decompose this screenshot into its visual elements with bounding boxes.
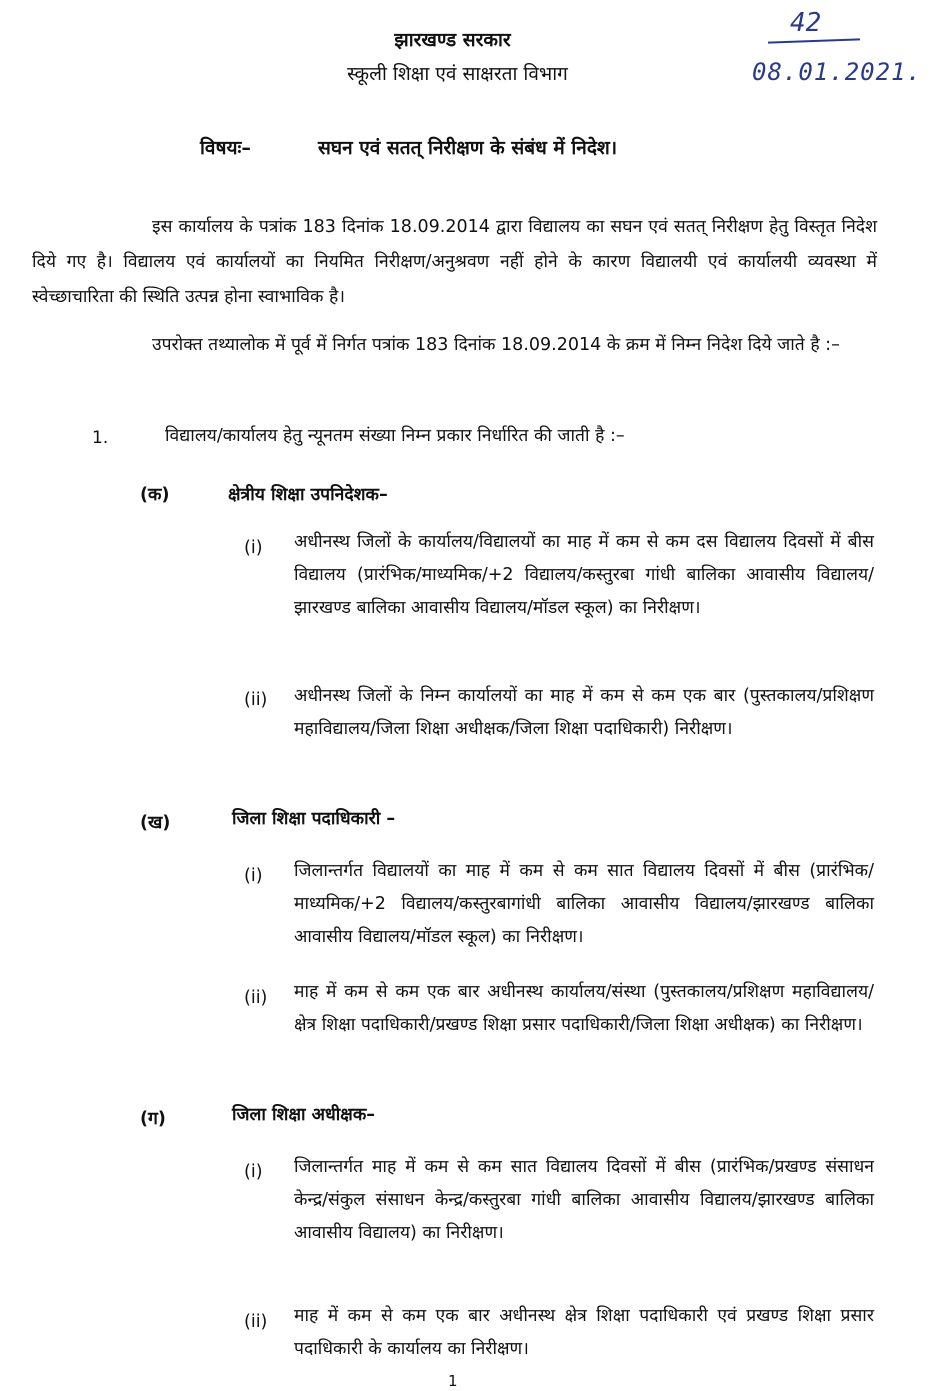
item-1-text: विद्यालय/कार्यालय हेतु न्यूनतम संख्या निम्न प्रकार निर्धारित की जाती है :– xyxy=(165,426,625,446)
item-1-number: 1. xyxy=(92,428,109,448)
section-ga-item-1-number: (i) xyxy=(244,1162,263,1182)
section-ga-label: (ग) xyxy=(140,1109,166,1129)
section-kha-item-1-text: जिलान्तर्गत विद्यालयों का माह में कम से कम सात विद्यालय दिवसों में बीस (प्रारंभिक/माध्यमिक/+2 विद्यालय/कस्तुरबागांधी बालिका आवासीय विद्यालय/झारखण्ड बालिका आवासीय विद्यालय/मॉडल स्कूल) का निरीक्षण। xyxy=(294,861,874,947)
section-ka-title: क्षेत्रीय शिक्षा उपनिदेशक– xyxy=(228,485,388,505)
section-ga-item-2-number: (ii) xyxy=(244,1312,268,1332)
section-kha-label: (ख) xyxy=(140,813,171,833)
section-ga-item-1-text: जिलान्तर्गत माह में कम से कम सात विद्यालय दिवसों में बीस (प्रारंभिक/प्रखण्ड संसाधन केन्द्र/संकुल संसाधन केन्द्र/कस्तुरबा गांधी बालिका आवासीय विद्यालय/झारखण्ड बालिका आवासीय विद्यालय) का निरीक्षण। xyxy=(294,1157,874,1243)
section-ga-item-2-text: माह में कम से कम एक बार अधीनस्थ क्षेत्र शिक्षा पदाधिकारी एवं प्रखण्ड शिक्षा प्रसार पदाधिकारी के कार्यालय का निरीक्षण। xyxy=(294,1306,874,1359)
section-ga-title: जिला शिक्षा अधीक्षक– xyxy=(232,1105,376,1125)
department-header: स्कूली शिक्षा एवं साक्षरता विभाग xyxy=(347,63,568,85)
paragraph-directive: उपरोक्त तथ्यालोक में पूर्व में निर्गत पत्रांक 183 दिनांक 18.09.2014 के क्रम में निम्न निदेश दिये जाते है :– xyxy=(152,335,840,355)
section-kha-item-2-text: माह में कम से कम एक बार अधीनस्थ कार्यालय/संस्था (पुस्तकालय/प्रशिक्षण महाविद्यालय/क्षेत्र शिक्षा पदाधिकारी/प्रखण्ड शिक्षा प्रसार पदाधिकारी/जिला शिक्षा अधीक्षक) का निरीक्षण। xyxy=(294,982,874,1035)
page-number: 1 xyxy=(448,1372,458,1390)
handwritten-date: 08.01.2021. xyxy=(752,58,922,86)
section-ka-item-2-text: अधीनस्थ जिलों के निम्न कार्यालयों का माह में कम से कम एक बार (पुस्तकालय/प्रशिक्षण महाविद्यालय/जिला शिक्षा अधीक्षक/जिला शिक्षा पदाधिकारी) निरीक्षण। xyxy=(294,686,874,739)
subject-text: सघन एवं सतत् निरीक्षण के संबंध में निदेश। xyxy=(318,137,618,159)
government-header: झारखण्ड सरकार xyxy=(394,29,511,51)
subject-label: विषयः– xyxy=(200,137,251,159)
section-kha-title: जिला शिक्षा पदाधिकारी – xyxy=(232,809,396,829)
section-ka-item-1-number: (i) xyxy=(244,538,263,558)
paragraph-intro: इस कार्यालय के पत्रांक 183 दिनांक 18.09.2014 द्वारा विद्यालय का सघन एवं सतत् निरीक्षण हेतु विस्तृत निदेश दिये गए है। विद्यालय एवं कार्यालयों का नियमित निरीक्षण/अनुश्रवण नहीं होने के कारण विद्यालयी एवं कार्यालयी व्यवस्था में स्वेच्छाचारिता की स्थिति उत्पन्न होना स्वाभाविक है। xyxy=(32,217,877,307)
section-ka-item-2-number: (ii) xyxy=(244,690,268,710)
section-kha-item-2-number: (ii) xyxy=(244,988,268,1008)
section-ka-item-1-text: अधीनस्थ जिलों के कार्यालय/विद्यालयों का माह में कम से कम दस विद्यालय दिवसों में बीस विद्यालय (प्रारंभिक/माध्यमिक/+2 विद्यालय/कस्तुरबा गांधी बालिका आवासीय विद्यालय/झारखण्ड बालिका आवासीय विद्यालय/मॉडल स्कूल) का निरीक्षण। xyxy=(294,532,874,618)
handwritten-letter-number: 42 xyxy=(790,8,822,38)
section-kha-item-1-number: (i) xyxy=(244,866,263,886)
section-ka-label: (क) xyxy=(140,485,170,505)
